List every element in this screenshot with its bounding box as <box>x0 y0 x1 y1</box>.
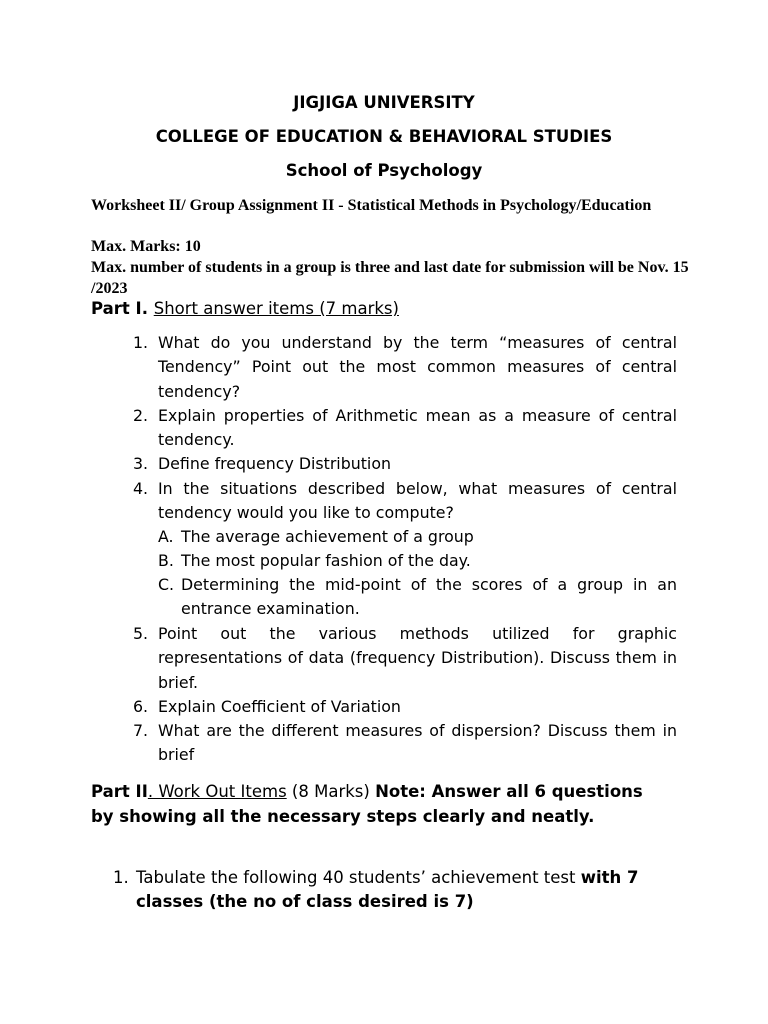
part1-item-6 <box>133 695 677 719</box>
school-title: School of Psychology <box>285 161 483 180</box>
part1-item-3 <box>133 452 677 476</box>
item-text: Explain Coefficient of Variation <box>158 697 401 716</box>
part1-item-7 <box>133 719 677 768</box>
part1-subitem-a <box>158 525 677 549</box>
part2-note: Note: Answer all 6 questions by showing all the necessary steps clearly and neatly. <box>91 782 643 826</box>
subitem-text: The most popular fashion of the day. <box>181 551 471 570</box>
subitem-text: Determining the mid-point of the scores of a group in an entrance examination. <box>181 575 677 619</box>
part1-subitem-c <box>158 573 677 622</box>
part1-item-4 <box>133 477 677 526</box>
part2-marks: (8 Marks) <box>286 782 376 801</box>
item-text: What do you understand by the term “measures of central Tendency” Point out the most common measures of central tendency? <box>158 333 677 401</box>
part1-item-5 <box>133 622 677 695</box>
part1-item-1 <box>133 331 677 404</box>
item-text-bold: with 7 classes (the no of class desired is 7) <box>136 868 639 911</box>
part2-label: Part II <box>91 782 148 801</box>
item-text: Point out the various methods utilized for graphic representations of data (frequency Distribution). Discuss them in brief. <box>158 624 677 692</box>
item-number: 2. <box>133 406 149 425</box>
worksheet-title: Worksheet II/ Group Assignment II - Statistical Methods in Psychology/Education <box>91 197 652 214</box>
part2-title: . Work Out Items <box>147 782 287 801</box>
part1-label: Part I. <box>91 299 154 318</box>
part1-heading <box>91 297 399 321</box>
item-number: 4. <box>133 479 149 498</box>
item-text: What are the different measures of dispersion? Discuss them in brief <box>158 721 677 765</box>
part1-subitem-b <box>158 549 677 573</box>
item-number: 5. <box>133 624 149 643</box>
subitem-letter: B. <box>158 551 174 570</box>
part2-item-1 <box>113 866 683 914</box>
subitem-letter: A. <box>158 527 174 546</box>
item-text: Explain properties of Arithmetic mean as a measure of central tendency. <box>158 406 677 450</box>
item-number: 1. <box>113 868 129 887</box>
item-text <box>136 866 683 914</box>
item-number: 3. <box>133 454 149 473</box>
part2-heading <box>91 780 671 829</box>
part1-title: Short answer items (7 marks) <box>153 299 399 318</box>
university-title: JIGJIGA UNIVERSITY <box>293 93 475 112</box>
item-text-plain: Tabulate the following 40 students’ achievement test <box>136 868 581 887</box>
item-text: Define frequency Distribution <box>158 454 391 473</box>
item-number: 1. <box>133 333 149 352</box>
item-number: 6. <box>133 697 149 716</box>
max-marks: Max. Marks: 10 <box>91 238 201 255</box>
part1-item-2 <box>133 404 677 453</box>
subitem-text: The average achievement of a group <box>181 527 474 546</box>
item-number: 7. <box>133 721 149 740</box>
college-title: COLLEGE OF EDUCATION & BEHAVIORAL STUDIES <box>155 127 613 146</box>
item-text: In the situations described below, what measures of central tendency would you like to compute? <box>158 479 677 523</box>
subitem-letter: C. <box>158 575 175 594</box>
group-note: Max. number of students in a group is three and last date for submission will be Nov. 15 /2023 <box>91 259 689 297</box>
